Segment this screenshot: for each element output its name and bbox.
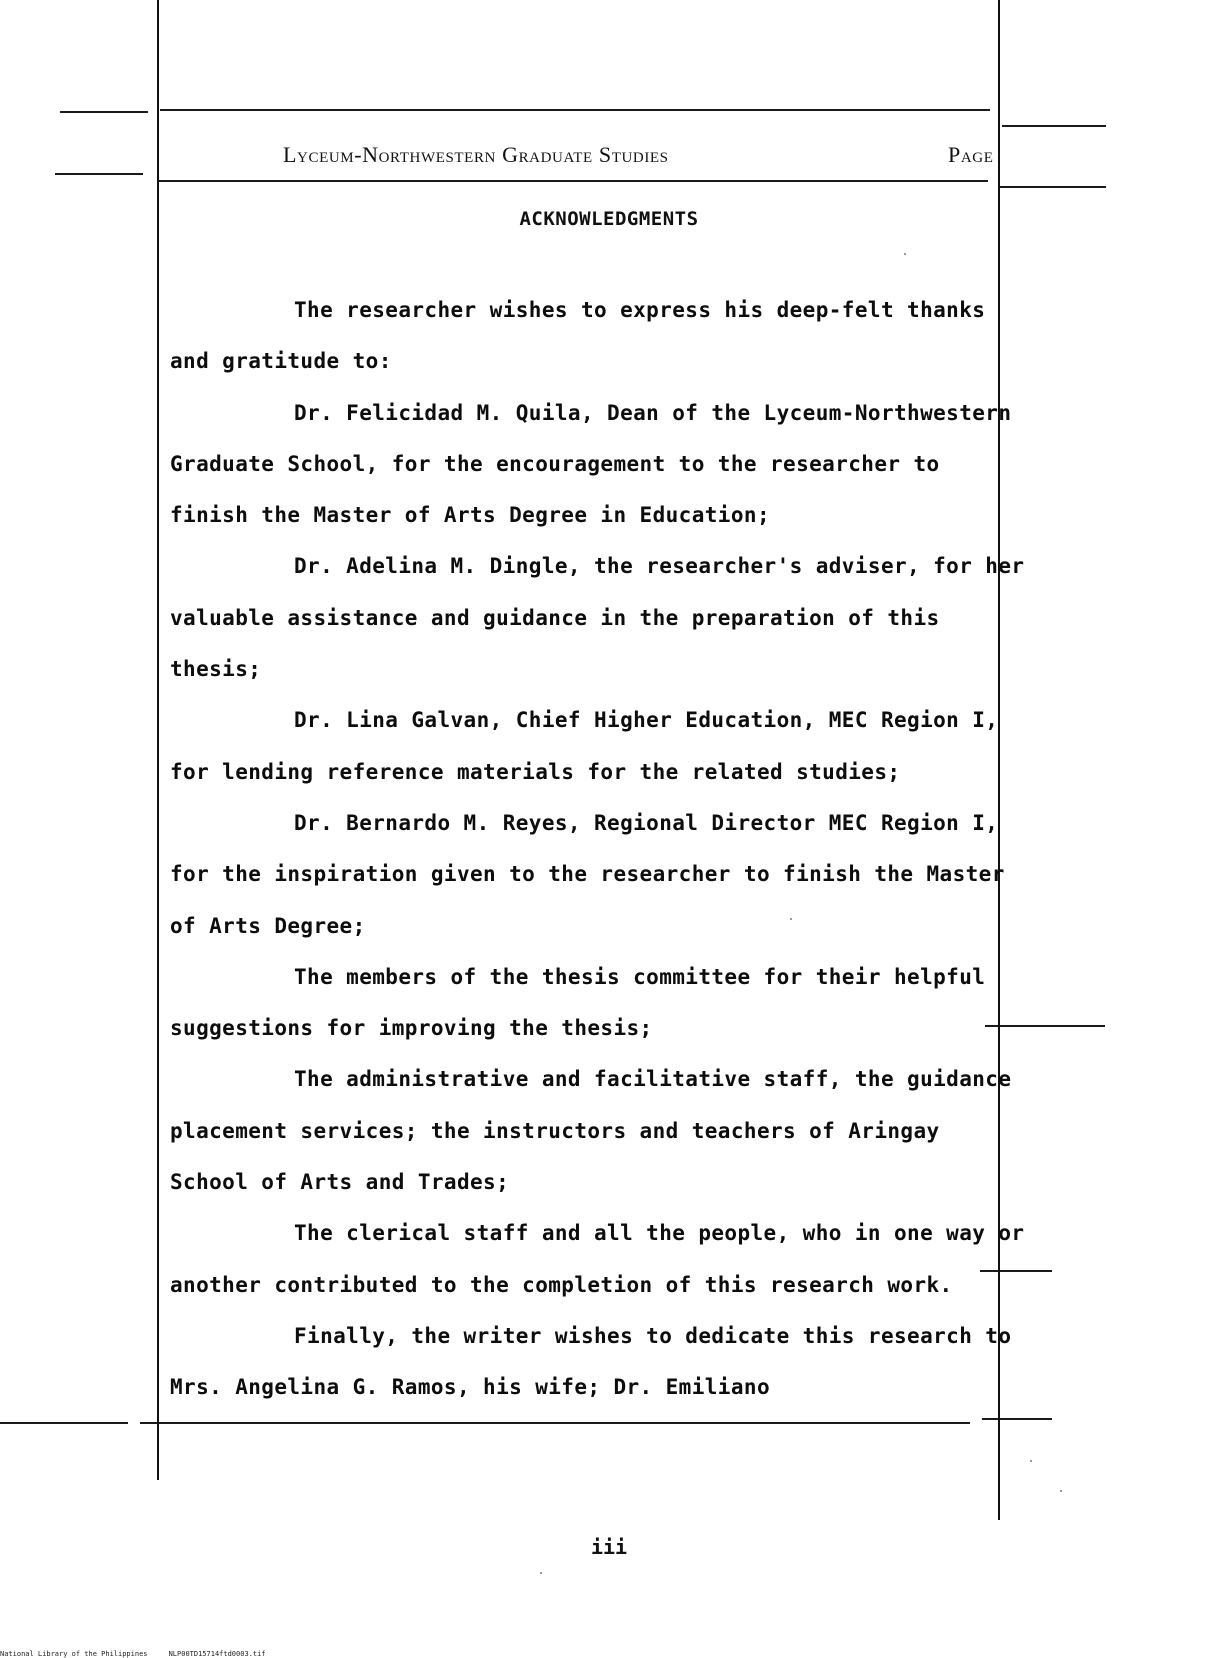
scan-speck (904, 253, 906, 255)
header-rule-left (55, 173, 143, 175)
header-rule-right (1000, 186, 1106, 188)
top-rule-right (1002, 125, 1106, 127)
header-title: Lyceum-Northwestern Graduate Studies (283, 142, 669, 167)
paragraph-chief-higher-education: Dr. Lina Galvan, Chief Higher Education, MEC Region I, for lending reference materials for the related studies; (170, 708, 999, 784)
top-rule-main (160, 109, 990, 111)
paragraph-regional-director: Dr. Bernardo M. Reyes, Regional Director MEC Region I, for the inspiration given to the researcher to finish the Master of Arts Degree; (170, 810, 1005, 938)
scan-speck (1060, 1490, 1062, 1492)
paragraph-clerical-staff: The clerical staff and all the people, who in one way or another contributed to the completion of this research work. (170, 1221, 1025, 1297)
footer-filename: NLP00TD15714ftd0003.tif (168, 1650, 266, 1658)
header-page-label: Page (948, 142, 994, 167)
paragraph-intro: The researcher wishes to express his deep-felt thanks and gratitude to: (170, 298, 986, 374)
scan-speck (540, 1572, 542, 1574)
scan-speck (1030, 1460, 1032, 1462)
footer-library: National Library of the Philippines (0, 1650, 148, 1658)
paragraph-staff: The administrative and facilitative staff, the guidance placement services; the instructors and teachers of Aringay School of Arts and Trades; (170, 1067, 1012, 1195)
paragraph-adviser: Dr. Adelina M. Dingle, the researcher's adviser, for her valuable assistance and guidance in the preparation of this thesis; (170, 554, 1025, 682)
header-rule-main (158, 180, 988, 182)
paragraph-dean: Dr. Felicidad M. Quila, Dean of the Lyceum-Northwestern Graduate School, for the encouragement to the researcher to finish the Master of Arts Degree in Education; (170, 400, 1012, 528)
bottom-rule-main (140, 1422, 970, 1424)
acknowledgments-body (170, 285, 1030, 1414)
page-heading: ACKNOWLEDGMENTS (519, 208, 699, 230)
top-rule-left (60, 111, 148, 113)
scan-footer (0, 1650, 266, 1658)
page-number: iii (590, 1535, 628, 1559)
bottom-rule-right (982, 1418, 1052, 1420)
paragraph-dedication: Finally, the writer wishes to dedicate this research to Mrs. Angelina G. Ramos, his wife; Dr. Emiliano (170, 1323, 1012, 1400)
scan-speck (790, 918, 792, 920)
paragraph-thesis-committee: The members of the thesis committee for their helpful suggestions for improving the thesis; (170, 964, 986, 1041)
bottom-rule-left (0, 1422, 128, 1424)
